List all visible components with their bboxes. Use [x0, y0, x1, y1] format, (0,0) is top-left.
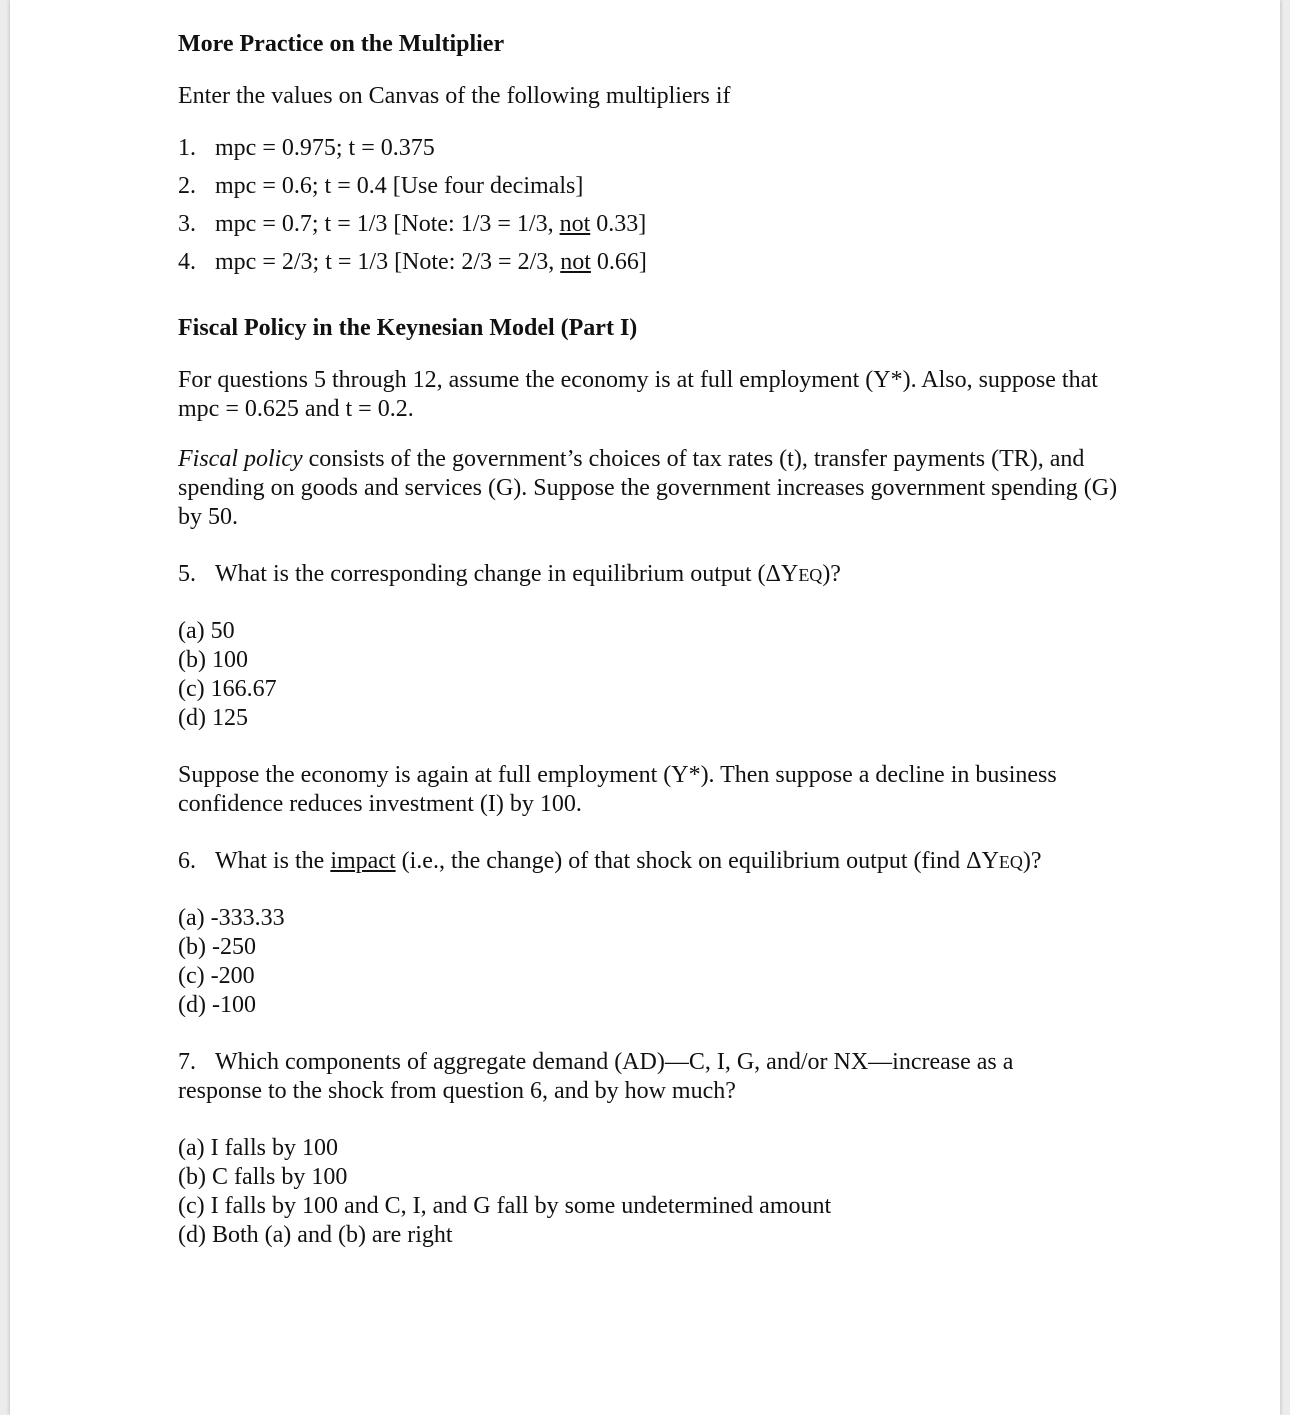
- subscript-eq: EQ: [998, 852, 1023, 872]
- underlined-not: not: [560, 249, 591, 275]
- question-text: [215, 847, 1042, 877]
- multiplier-list: [178, 134, 1138, 277]
- list-text: [215, 248, 647, 277]
- question-text-post: )?: [1022, 848, 1042, 874]
- list-text: mpc = 0.6; t = 0.4 [Use four decimals]: [215, 173, 584, 199]
- question-text-post: )?: [822, 561, 841, 587]
- list-text-post: 0.66]: [590, 249, 647, 275]
- question-text-continued: response to the shock from question 6, and by how much?: [178, 1078, 736, 1104]
- list-item: [178, 210, 1138, 239]
- question-text-pre: What is the: [215, 848, 331, 874]
- document-content: [178, 30, 1138, 1250]
- answer-option: (b) 100: [178, 647, 248, 673]
- fiscal-intro-paragraph: For questions 5 through 12, assume the economy is at full employment (Y*). Also, suppose that mpc = 0.625 and t = 0.2.: [178, 367, 1098, 422]
- list-number: 1.: [178, 135, 196, 161]
- shock-paragraph: Suppose the economy is again at full employment (Y*). Then suppose a decline in business confidence reduces investment (I) by 100.: [178, 762, 1057, 817]
- answer-option: (c) -200: [178, 963, 255, 989]
- fiscal-policy-paragraph: [178, 445, 1138, 532]
- answer-option: (d) 125: [178, 705, 248, 731]
- question-6-options: [178, 904, 1138, 1020]
- underlined-impact: impact: [330, 848, 396, 874]
- list-item: [178, 172, 1138, 201]
- section-title-multiplier: More Practice on the Multiplier: [178, 31, 505, 57]
- answer-option: (d) -100: [178, 992, 256, 1018]
- list-text: [215, 210, 646, 239]
- question-5: [178, 560, 1138, 590]
- list-text-post: 0.33]: [590, 211, 647, 237]
- question-number: 6.: [178, 848, 196, 874]
- question-text-pre: What is the corresponding change in equilibrium output (ΔY: [215, 561, 799, 587]
- answer-option: (a) 50: [178, 618, 235, 644]
- answer-option: (c) I falls by 100 and C, I, and G fall by some undetermined amount: [178, 1193, 832, 1219]
- question-text-mid: (i.e., the change) of that shock on equilibrium output (find ΔY: [395, 848, 999, 874]
- list-text-pre: mpc = 0.7; t = 1/3 [Note: 1/3 = 1/3,: [215, 211, 560, 237]
- list-item: [178, 248, 1138, 277]
- list-text: mpc = 0.975; t = 0.375: [215, 135, 435, 161]
- question-7-options: [178, 1134, 1138, 1250]
- fiscal-policy-definition: consists of the government’s choices of tax rates (t), transfer payments (TR), and spending on goods and services (G). Suppose the government increases government spending (G) by 50.: [178, 446, 1118, 530]
- question-number: 7.: [178, 1049, 196, 1075]
- fiscal-policy-term: Fiscal policy: [178, 446, 303, 472]
- multiplier-intro: Enter the values on Canvas of the following multipliers if: [178, 83, 731, 109]
- question-number: 5.: [178, 561, 196, 587]
- answer-option: (b) C falls by 100: [178, 1164, 348, 1190]
- question-5-options: [178, 617, 1138, 733]
- answer-option: (c) 166.67: [178, 676, 277, 702]
- section-title-fiscal-policy: Fiscal Policy in the Keynesian Model (Part I): [178, 315, 638, 341]
- underlined-not: not: [559, 211, 591, 237]
- answer-option: (d) Both (a) and (b) are right: [178, 1222, 453, 1248]
- answer-option: (b) -250: [178, 934, 256, 960]
- list-number: 3.: [178, 211, 196, 237]
- question-text: [215, 560, 841, 590]
- list-number: 4.: [178, 249, 196, 275]
- question-7-line: [178, 1048, 1138, 1077]
- list-number: 2.: [178, 173, 196, 199]
- list-item: [178, 134, 1138, 163]
- list-text-pre: mpc = 2/3; t = 1/3 [Note: 2/3 = 2/3,: [215, 249, 561, 275]
- answer-option: (a) -333.33: [178, 905, 285, 931]
- answer-option: (a) I falls by 100: [178, 1135, 338, 1161]
- question-7: [178, 1048, 1138, 1106]
- subscript-eq: EQ: [798, 565, 823, 585]
- document-page: [10, 0, 1280, 1415]
- question-text: Which components of aggregate demand (AD)—C, I, G, and/or NX—increase as a: [215, 1049, 1014, 1075]
- question-6: [178, 847, 1138, 877]
